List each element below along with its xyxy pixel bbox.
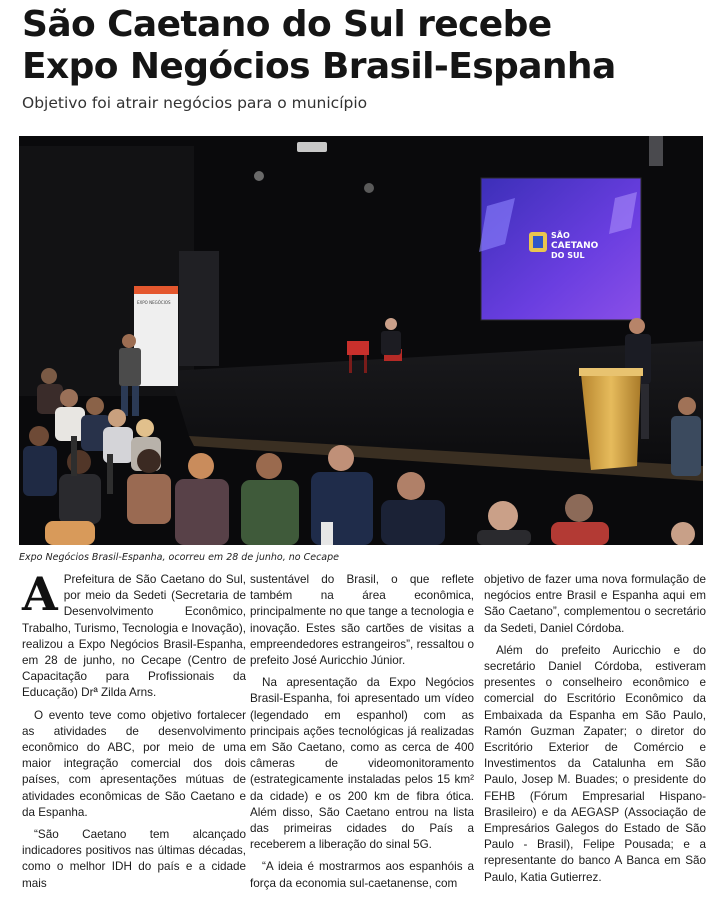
screen-text-3: DO SUL <box>551 251 585 260</box>
speaker-head <box>629 318 645 334</box>
event-photo <box>19 136 703 545</box>
headline <box>22 4 712 88</box>
banner-text: EXPO NEGÓCIOS <box>137 300 171 305</box>
paragraph: Na apresentação da Expo Negócios Brasil-Espanha, foi apresentado um vídeo (legendado em espanhol) com as principais ações tecnológicas já realizadas em São Caetano, como as cerca de 400 câmeras de videomonitoramento (estrategicamente instaladas pelos 15 km² da cidade) e os 200 km de fibra ótica. Além disso, São Caetano entrou na lista das primeiras cidades do País a receberem a liberação do sinal 5G. <box>250 676 474 852</box>
ceiling-light <box>297 142 327 152</box>
headline-line-2: Expo Negócios Brasil-Espanha <box>22 46 616 87</box>
paragraph: O evento teve como objetivo fortalecer as atividades de desenvolvimento econômico do ABC, por meio de uma maior integração comercial dos dois países, com apresentações mútuas de atividades econômicas de São Caetano e da Espanha. <box>22 708 246 819</box>
paragraph: “A ideia é mostrarmos aos espanhóis a força da economia sul-caetanense, com <box>250 860 474 890</box>
screen-text-2: CAETANO <box>551 241 599 251</box>
photo-caption: Expo Negócios Brasil-Espanha, ocorreu em 28 de junho, no Cecape <box>19 552 340 563</box>
paragraph: objetivo de fazer uma nova formulação de negócios entre Brasil e Espanha aqui em São Caetano”, complementou o secretário da Sedeti, Daniel Córdoba. <box>484 573 706 635</box>
screen-text-1: SÃO <box>551 231 570 240</box>
article-column-3 <box>484 572 706 892</box>
headline-line-1: São Caetano do Sul recebe <box>22 4 552 45</box>
paragraph: sustentável do Brasil, o que reflete também na área econômica, principalmente no que tange a tecnologia e inovação. Estes são cartões de visitas a empreendedores estrangeiros”, ressaltou o prefeito José Auricchio Júnior. <box>250 573 474 668</box>
city-crest-icon <box>529 232 547 252</box>
stage-chair <box>347 341 369 355</box>
article-column-1 <box>22 567 246 898</box>
paragraph: A Prefeitura de São Caetano do Sul, por meio da Sedeti (Secretaria de Desenvolvimento Econômico, Trabalho, Turismo, Tecnologia e Inovação), realizou a Expo Negócios Brasil-Espanha, em 28 de junho, no Cecape (Centro de Capacitação para Profissionais da Educação) Drª Zilda Arns. <box>22 567 246 700</box>
article-column-2 <box>250 572 474 898</box>
drop-cap: A <box>22 567 58 621</box>
paragraph: “São Caetano tem alcançado indicadores positivos nas últimas décadas, como o melhor IDH do país e a cidade mais <box>22 828 246 890</box>
subheadline: Objetivo foi atrair negócios para o município <box>22 94 368 112</box>
podium <box>581 370 641 470</box>
paragraph: Além do prefeito Auricchio e do secretário Daniel Córdoba, estiveram presentes o conselheiro econômico e comercial do Escritório Econômico da Embaixada da Espanha em São Paulo, Ramón Guzman Zapater; o diretor do Escritório Exterior de Comércio e Investimentos da Catalunha em São Paulo, Josep M. Buades; o presidente do FEHB (Fórum Empresarial Hispano-Brasileiro) e da AEGASP (Associação de Empresários Galegos do Estado de São Paulo - Brasil), Felipe Pousada; e a representante do banco A Banca em São Paulo, Katia Gutierrez. <box>484 643 706 884</box>
